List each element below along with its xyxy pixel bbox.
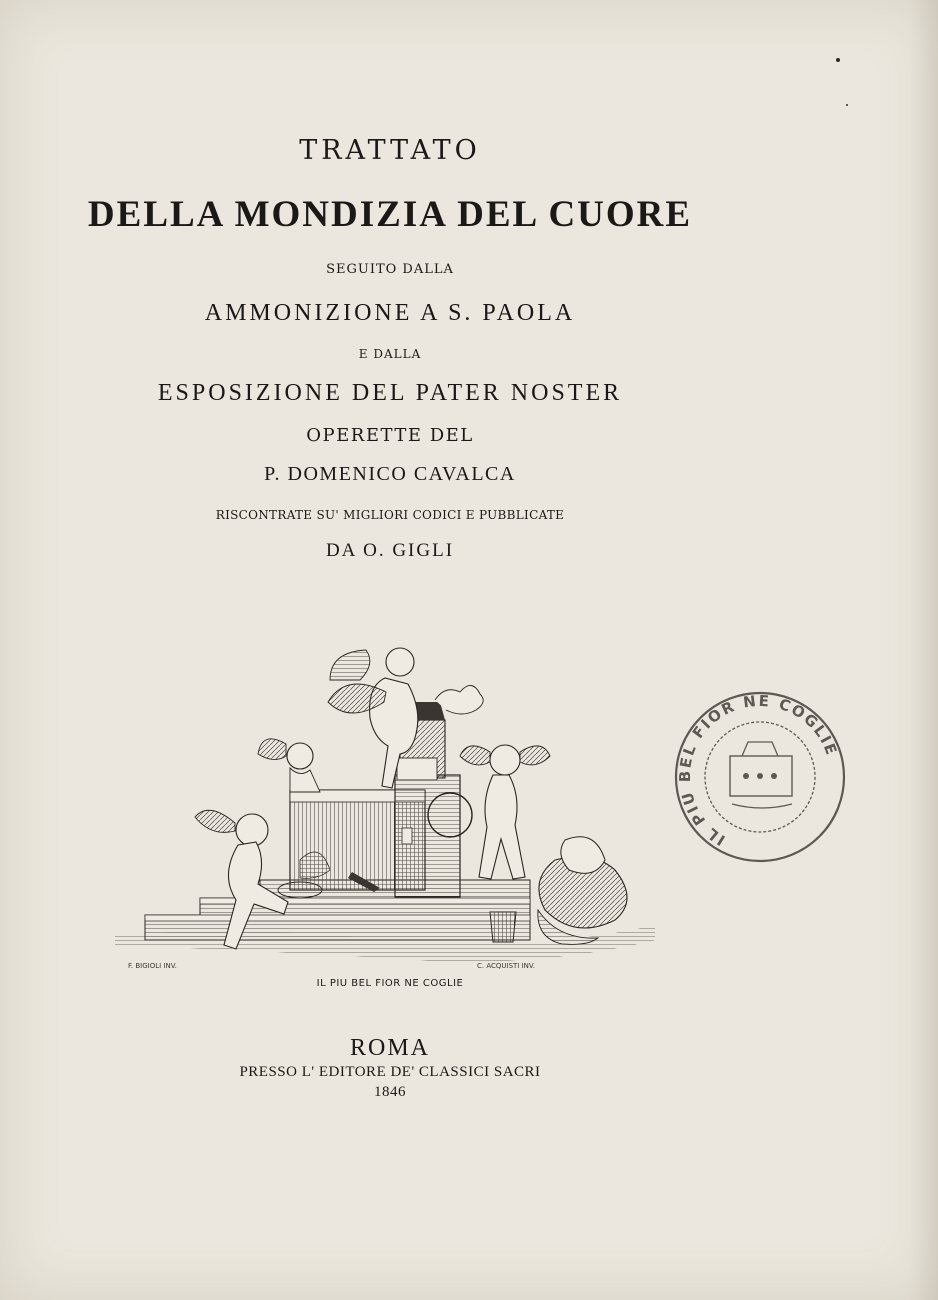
ink-speck xyxy=(836,58,840,62)
engraving-motto: IL PIU BEL FIOR NE COGLIE xyxy=(316,978,464,989)
subtitle-esposizione: ESPOSIZIONE DEL PATER NOSTER xyxy=(157,380,623,406)
connector-e-dalla: E DALLA xyxy=(358,347,422,361)
imprint-publisher: PRESSO L' EDITORE DE' CLASSICI SACRI xyxy=(239,1064,541,1080)
title-line-2: DELLA MONDIZIA DEL CUORE xyxy=(87,194,693,235)
subtitle-ammonizione: AMMONIZIONE A S. PAOLA xyxy=(204,300,576,326)
cherubs-engraving xyxy=(110,640,665,970)
stamp-text: IL PIU BEL FIOR NE COGLIE xyxy=(676,691,841,850)
engraving-credit-right: C. ACQUISTI INV. xyxy=(477,962,536,970)
connector-seguito: SEGUITO DALLA xyxy=(326,262,454,277)
ink-speck xyxy=(846,104,848,106)
works-label: OPERETTE DEL xyxy=(306,425,474,446)
title-line-1: TRATTATO xyxy=(299,135,481,166)
imprint-city: ROMA xyxy=(349,1035,430,1061)
edition-note: RISCONTRATE SU' MIGLIORI CODICI E PUBBLICATE xyxy=(215,508,565,522)
imprint-year: 1846 xyxy=(374,1084,406,1100)
author-name: P. DOMENICO CAVALCA xyxy=(264,463,516,485)
engraving-credit-left: F. BIGIOLI INV. xyxy=(128,962,177,970)
editor-name: DA O. GIGLI xyxy=(325,540,455,561)
svg-text:IL PIU BEL FIOR NE COGLIE xyxy=(676,692,841,850)
library-stamp xyxy=(672,686,848,868)
